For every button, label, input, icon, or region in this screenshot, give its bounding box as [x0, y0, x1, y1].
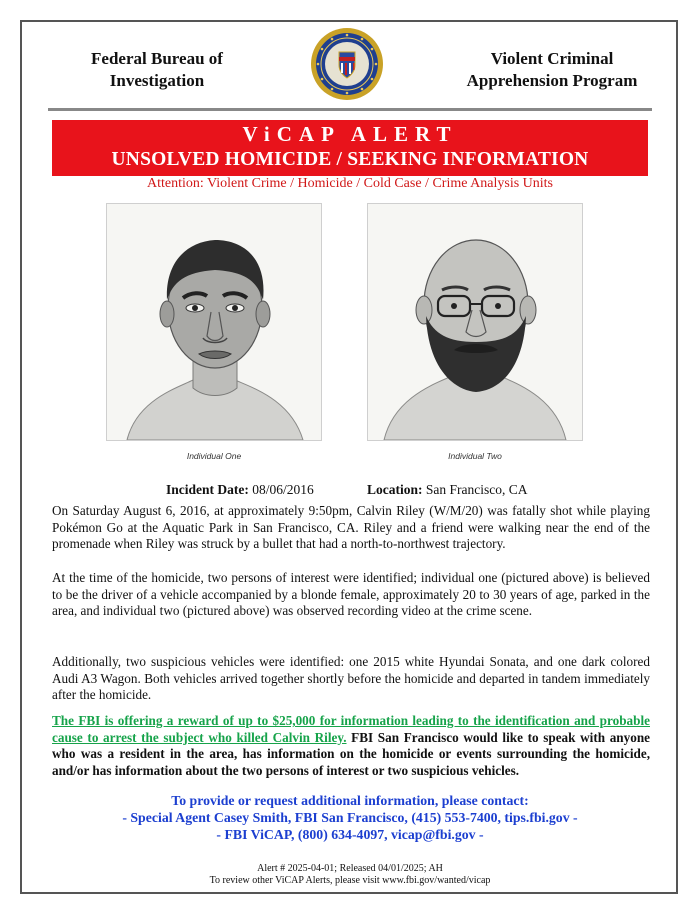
incident-location-value: San Francisco, CA	[425, 482, 528, 497]
request-for-information: FBI San Francisco would like to speak with anyone who was a resident in the area, has information on the homicide or events surrounding the homicide, and/or has information about the two persons of interest or two suspicious vehicles.	[52, 729, 651, 778]
incident-location	[367, 481, 528, 499]
header	[22, 22, 678, 110]
caption-individual-one: Individual One	[186, 451, 242, 461]
incident-date-label: Incident Date:	[166, 482, 249, 497]
fbi-name-line2: Investigation	[109, 71, 205, 90]
reward-notice: The FBI is offering a reward of up to $25,000 for information leading to the identification and probable cause to arrest the subject who killed Calvin Riley.	[52, 713, 650, 745]
caption-individual-two: Individual Two	[448, 451, 502, 461]
paragraph-suspicious-vehicles: Additionally, two suspicious vehicles were identified: one 2015 white Hyundai Sonata, and one dark colored Audi A3 Wagon. Both vehicles arrived together shortly before the homicide and departed in tandem immediately after the homicide.	[52, 654, 650, 703]
incident-date-value: 08/06/2016	[252, 482, 314, 497]
contact-heading: To provide or request additional information, please contact:	[171, 793, 529, 808]
incident-date	[166, 481, 314, 499]
fbi-seal-icon	[310, 27, 384, 101]
contact-vicap: - FBI ViCAP, (800) 634-4097, vicap@fbi.gov -	[216, 827, 484, 842]
alert-title: ViCAP ALERT	[242, 122, 458, 146]
vicap-name-line1: Violent Criminal	[490, 49, 614, 68]
alert-banner	[52, 120, 648, 176]
vicap-name-line2: Apprehension Program	[466, 71, 638, 90]
contact-agent: - Special Agent Casey Smith, FBI San Francisco, (415) 553-7400, tips.fbi.gov -	[122, 810, 578, 825]
alert-number: Alert # 2025-04-01; Released 04/01/2025; AH	[257, 863, 443, 874]
paragraph-reward	[52, 713, 650, 779]
incident-location-label: Location:	[367, 482, 423, 497]
paragraph-persons-of-interest: At the time of the homicide, two persons of interest were identified; individual one (pictured above) is believed to be the driver of a vehicle accompanied by a blonde female, approximately 20 to 30 years of age, parked in the area, and individual two (pictured above) was observed recording video at the crime scene.	[52, 570, 650, 619]
vicap-name	[442, 48, 662, 92]
sketch-individual-one	[106, 203, 322, 441]
attention-line: Attention: Violent Crime / Homicide / Cold Case / Crime Analysis Units	[146, 176, 554, 191]
fbi-name	[62, 48, 252, 92]
header-divider	[48, 108, 652, 111]
footer	[22, 863, 678, 887]
paragraph-incident-summary: On Saturday August 6, 2016, at approximately 9:50pm, Calvin Riley (W/M/20) was fatally shot while playing Pokémon Go at the Aquatic Park in San Francisco, CA. Riley and a friend were walking near the end of the promenade when Riley was struck by a bullet that had a north-to-northwest trajectory.	[52, 503, 650, 552]
sketch-individual-two	[367, 203, 583, 441]
contact-block	[22, 792, 678, 843]
alert-subtitle: UNSOLVED HOMICIDE / SEEKING INFORMATION	[111, 149, 589, 170]
fbi-name-line1: Federal Bureau of	[91, 49, 223, 68]
vicap-website-note: To review other ViCAP Alerts, please visit www.fbi.gov/wanted/vicap	[209, 875, 491, 886]
